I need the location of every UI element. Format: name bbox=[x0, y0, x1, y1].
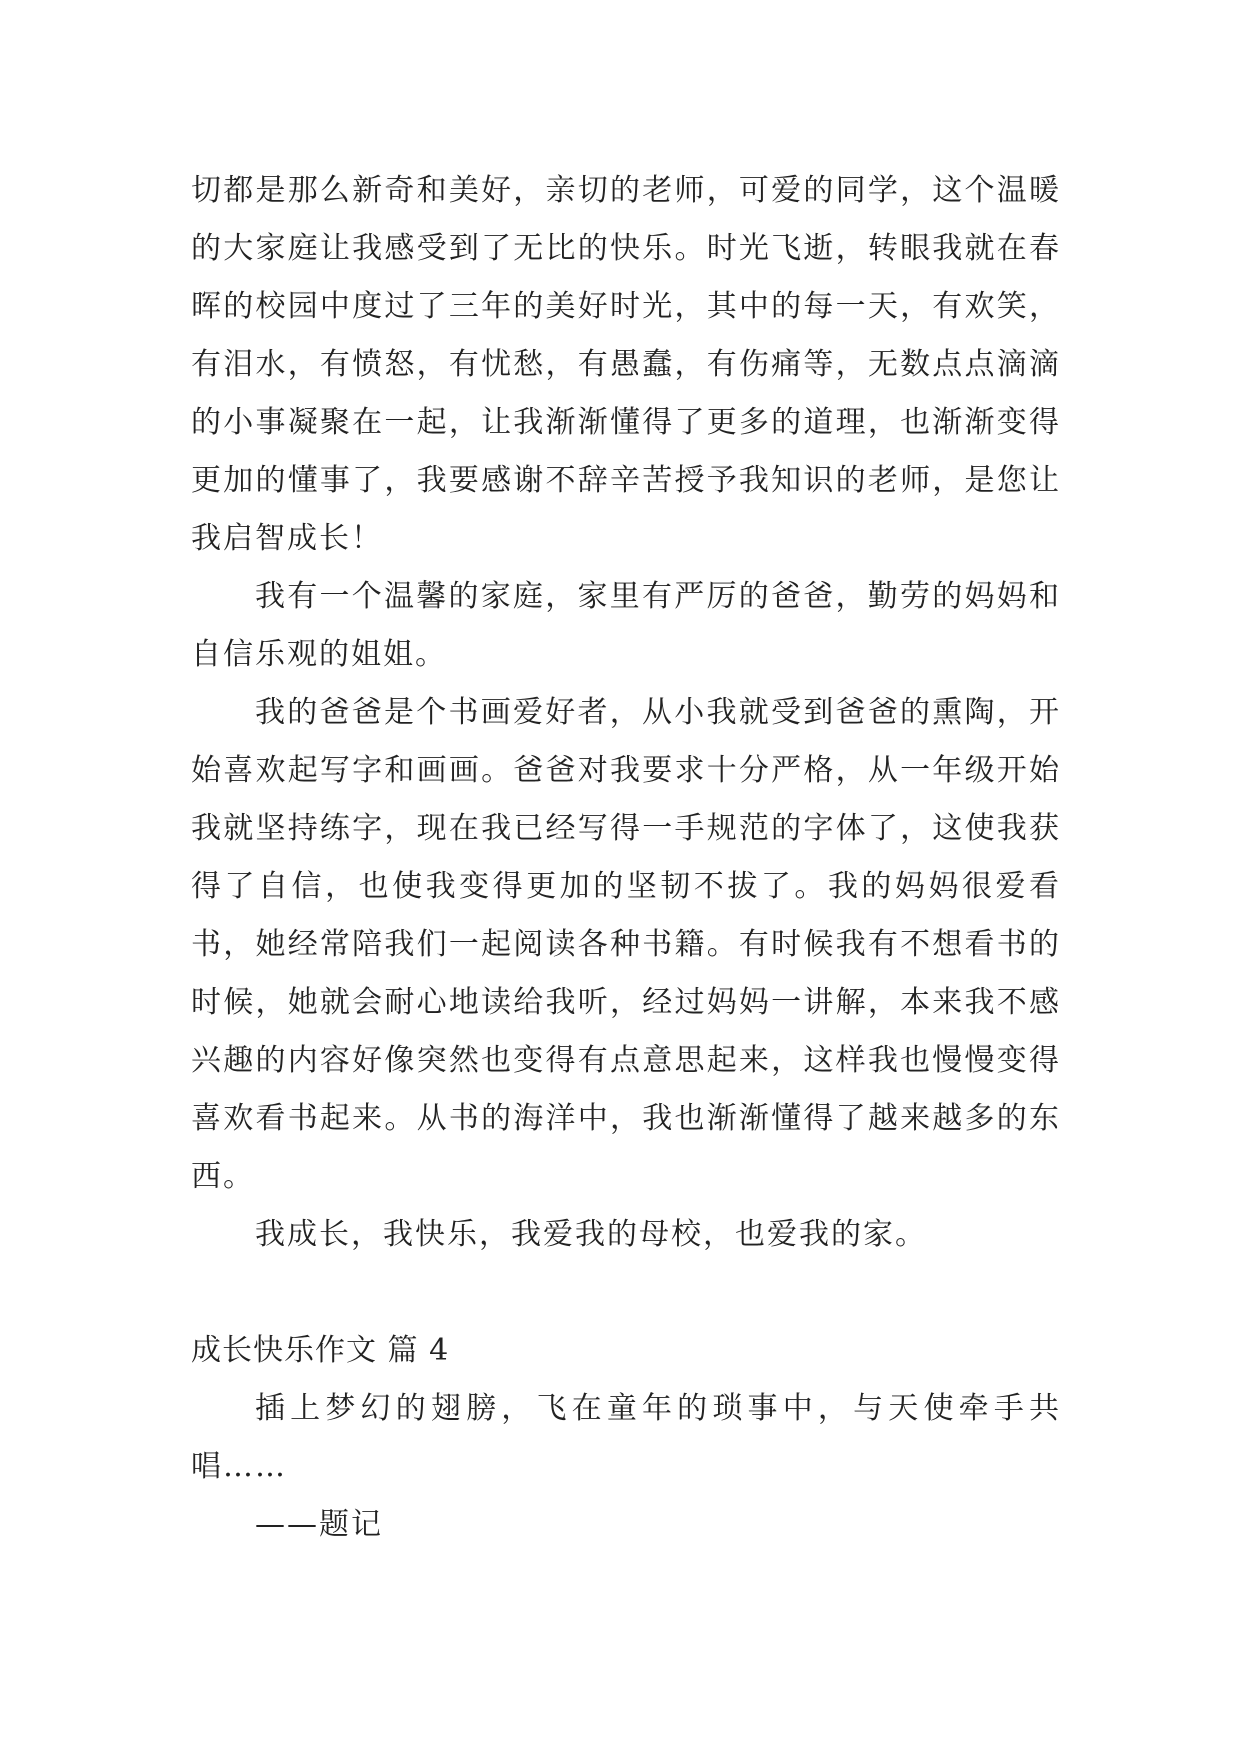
paragraph-intro: 插上梦幻的翅膀，飞在童年的琐事中，与天使牵手共唱…… bbox=[191, 1391, 1061, 1484]
paragraph-parents: 我的爸爸是个书画爱好者，从小我就受到爸爸的熏陶，开始喜欢起写字和画画。爸爸对我要求十分严格，从一年级开始我就坚持练字，现在我已经写得一手规范的字体了，这使我获得了自信，也使我变得更加的坚韧不拔了。我的妈妈很爱看书，她经常陪我们一起阅读各种书籍。有时候我有不想看书的时候，她就会耐心地读给我听，经过妈妈一讲解，本来我不感兴趣的内容好像突然也变得有点意思起来，这样我也慢慢变得喜欢看书起来。从书的海洋中，我也渐渐懂得了越来越多的东西。 bbox=[191, 695, 1061, 1194]
essay-body bbox=[191, 162, 1061, 1554]
section-heading: 成长快乐作文 篇 4 bbox=[191, 1333, 450, 1368]
paragraph-closing: 我成长，我快乐，我爱我的母校，也爱我的家。 bbox=[255, 1217, 927, 1252]
paragraph-continued: 切都是那么新奇和美好，亲切的老师，可爱的同学，这个温暖的大家庭让我感受到了无比的快乐。时光飞逝，转眼我就在春晖的校园中度过了三年的美好时光，其中的每一天，有欢笑，有泪水，有愤怒，有忧愁，有愚蠢，有伤痛等，无数点点滴滴的小事凝聚在一起，让我渐渐懂得了更多的道理，也渐渐变得更加的懂事了，我要感谢不辞辛苦授予我知识的老师，是您让我启智成长！ bbox=[191, 173, 1061, 556]
paragraph-family: 我有一个温馨的家庭，家里有严厉的爸爸，勤劳的妈妈和自信乐观的姐姐。 bbox=[191, 579, 1061, 672]
epigraph: ——题记 bbox=[255, 1507, 383, 1542]
